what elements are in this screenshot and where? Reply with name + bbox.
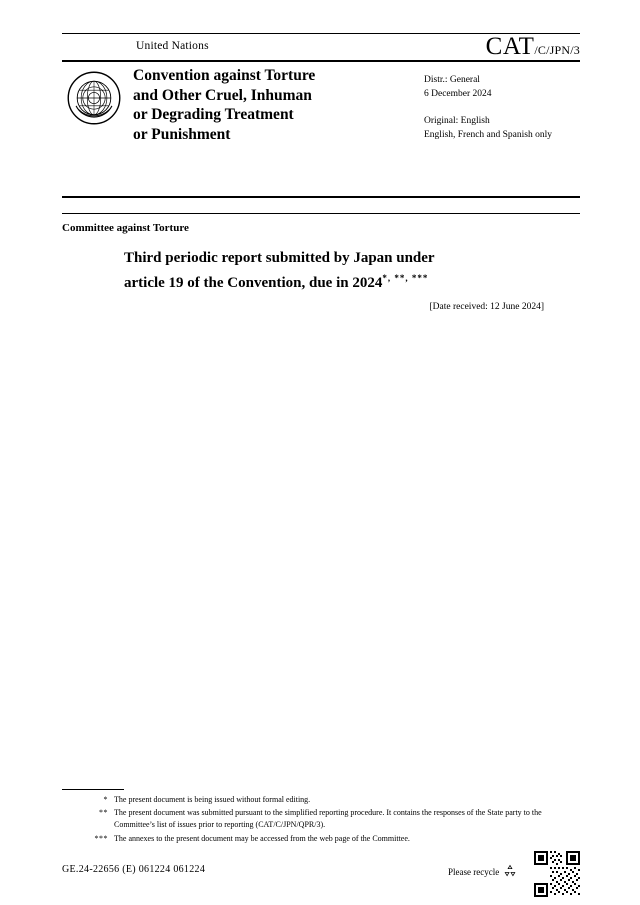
footnote-markers: *, **, *** (382, 273, 429, 283)
treaty-title-line-3: or Degrading Treatment (133, 106, 294, 123)
footnote-text: The annexes to the present document may be accessed from the web page of the Committee. (114, 833, 410, 843)
document-symbol-suffix: /C/JPN/3 (534, 43, 580, 57)
footnote-item (88, 807, 558, 831)
footnotes (88, 794, 558, 846)
report-title-line-2: article 19 of the Convention, due in 2024 (124, 275, 383, 291)
document-symbol-main: CAT (485, 33, 535, 60)
header-bottom-rule (62, 196, 580, 198)
treaty-title-line-1: Convention against Torture (133, 67, 316, 84)
report-title-line-2-wrap (124, 268, 544, 293)
organization-label: United Nations (136, 40, 209, 52)
committee-rule (62, 213, 580, 214)
footnote-separator (62, 789, 124, 790)
footnote-marker: ** (99, 808, 108, 818)
committee-name: Committee against Torture (62, 222, 189, 234)
recycle-icon (503, 864, 517, 880)
available-languages: English, French and Spanish only (424, 129, 552, 140)
document-symbol (486, 33, 580, 61)
distribution-block (424, 74, 552, 142)
footnote-item (88, 794, 558, 806)
date-received: [Date received: 12 June 2024] (429, 302, 544, 312)
distribution-type: Distr.: General (424, 75, 480, 85)
job-number: GE.24-22656 (E) 061224 061224 (62, 864, 206, 875)
treaty-title (133, 66, 413, 144)
footnote-text: The present document was submitted pursuant to the simplified reporting procedure. It contains the responses of the State party to the Committee’s list of issues prior to reporting (CAT/C/JPN/QPR/3). (114, 808, 542, 830)
qr-code (534, 851, 580, 897)
page-title (124, 248, 544, 293)
footnote-marker: * (103, 795, 108, 804)
footnote-item (88, 833, 558, 845)
treaty-title-line-2: and Other Cruel, Inhuman (133, 86, 312, 104)
distribution-date: 6 December 2024 (424, 88, 492, 99)
treaty-title-line-4: or Punishment (133, 125, 231, 143)
un-emblem-icon (66, 70, 122, 126)
recycle-label: Please recycle (448, 867, 500, 877)
recycle-notice (448, 864, 517, 880)
footnote-text: The present document is being issued without formal editing. (114, 795, 311, 804)
original-language: Original: English (424, 116, 490, 126)
footnote-marker: *** (94, 833, 108, 843)
report-title-line-1: Third periodic report submitted by Japan under (124, 250, 435, 266)
